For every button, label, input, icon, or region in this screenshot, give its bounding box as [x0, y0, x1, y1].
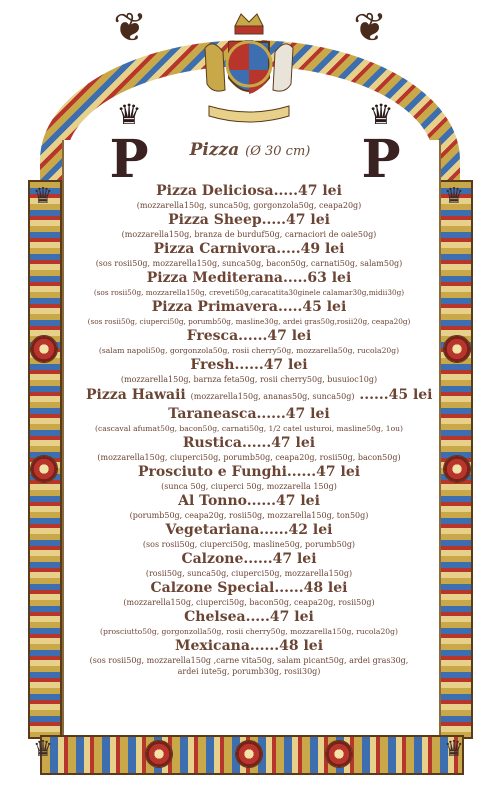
menu-item: [86, 357, 412, 385]
item-ingredients: (cascaval afumat50g, bacon50g, carnati50g, 1/2 catel usturoi, masline50g, 1ou): [94, 424, 404, 433]
rosette-icon: [30, 455, 58, 483]
item-name: Prosciuto e Funghi......47 lei: [137, 464, 361, 480]
item-ingredients: (mozzarella150g, ciuperci50g, porumb50g, ceapa20g, rosii50g, bacon50g): [97, 453, 401, 462]
item-name: Pizza Primavera.....45 lei: [151, 299, 347, 315]
item-name: Al Tonno......47 lei: [178, 493, 320, 509]
menu-item: [86, 270, 412, 298]
crown-icon: ♛: [368, 98, 394, 131]
rosette-icon: [443, 335, 471, 363]
item-name: Vegetariana......42 lei: [165, 522, 333, 538]
item-ingredients: (sunca 50g, ciuperci 50g, mozzarella 150g): [161, 482, 337, 491]
crown-icon: ♛: [116, 98, 142, 131]
menu-item: [86, 241, 412, 269]
menu-item: [86, 328, 412, 356]
item-name: Fresca......47 lei: [186, 328, 312, 344]
item-ingredients: (mozzarella150g, ciuperci50g, bacon50g, ceapa20g, rosii50g): [123, 598, 375, 607]
menu-item: [86, 493, 412, 521]
menu-item: [86, 212, 412, 240]
item-name: Pizza Sheep.....47 lei: [168, 212, 330, 228]
crown-icon: ♛: [33, 184, 53, 209]
item-ingredients: (sos rosii50g, ciuperci50g, porumb50g, masline30g, ardei gras50g,rosii20g, ceapa20g): [87, 317, 411, 326]
rosette-icon: [443, 455, 471, 483]
scroll-ornament-icon: ❦: [353, 5, 387, 51]
rosette-icon: [145, 740, 173, 768]
item-ingredients: (mozzarella150g, ananas50g, sunca50g): [190, 392, 355, 401]
menu-item: [86, 435, 412, 463]
rosette-icon: [30, 335, 58, 363]
menu-item: [86, 638, 412, 677]
item-name: Pizza Hawaii: [86, 387, 186, 403]
item-ingredients: (sos rosii50g, mozzarella150g ,carne vita50g, salam picant50g, ardei gras30g, ardei iute5g, porumb30g, rosii30g): [89, 656, 409, 676]
item-ingredients: (mozzarella150g, barnza feta50g, rosii cherry50g, busuioc10g): [120, 375, 378, 384]
menu-heading: [140, 140, 360, 160]
item-name: Calzone......47 lei: [181, 551, 317, 567]
item-ingredients: (sos rosii50g, ciuperci50g, masline50g, porumb50g): [142, 540, 356, 549]
item-ingredients: (sos rosii50g, mozzarella150g, creveti50g,caracatita30ginele calamar30g,midii30g): [93, 288, 405, 297]
rosette-icon: [235, 740, 263, 768]
menu-item: [86, 183, 412, 211]
menu-item: [86, 580, 412, 608]
royal-crest-icon: [195, 8, 303, 136]
crown-icon: ♛: [33, 737, 53, 762]
item-name: Pizza Mediterana.....63 lei: [146, 270, 352, 286]
item-ingredients: (porumb50g, ceapa20g, rosii50g, mozzarella150g, ton50g): [129, 511, 369, 520]
item-name: Taraneasca......47 lei: [168, 406, 330, 422]
item-name: Pizza Deliciosa.....47 lei: [156, 183, 342, 199]
menu-item: [86, 551, 412, 579]
rosette-icon: [325, 740, 353, 768]
heading-size: (Ø 30 cm): [245, 144, 311, 159]
item-ingredients: (mozzarella150g, branza de burduf50g, carnaciori de oaie50g): [121, 230, 377, 239]
menu-item: [86, 299, 412, 327]
menu-item: [86, 522, 412, 550]
item-name: Rustica......47 lei: [182, 435, 316, 451]
item-name: Fresh......47 lei: [190, 357, 308, 373]
heading-title: Pizza: [189, 140, 240, 160]
item-ingredients: (salam napoli50g, gorgonzola50g, rosii cherry50g, mozzarella50g, rucola20g): [98, 346, 400, 355]
item-name: Chelsea.....47 lei: [184, 609, 314, 625]
scroll-ornament-icon: ❦: [113, 5, 147, 51]
item-name: Pizza Carnivora.....49 lei: [153, 241, 345, 257]
item-name: Calzone Special......48 lei: [150, 580, 348, 596]
menu-item: [86, 464, 412, 492]
item-name: Mexicana......48 lei: [174, 638, 324, 654]
item-ingredients: (mozzarella150g, sunca50g, gorgonzola50g, ceapa20g): [136, 201, 362, 210]
menu-item: [86, 609, 412, 637]
monogram-letter: P: [109, 129, 149, 190]
monogram-letter: P: [361, 129, 401, 190]
item-ingredients: (prosciutto50g, gorgonzolla50g, rosii cherry50g, mozzarella150g, rucola20g): [100, 627, 398, 636]
item-ingredients: (sos rosii50g, mozzarella150g, sunca50g, bacon50g, carnati50g, salam50g): [95, 259, 403, 268]
crown-icon: ♛: [444, 184, 464, 209]
item-price: ......45 lei: [359, 387, 433, 403]
menu-item: [86, 406, 412, 434]
pizza-menu: [86, 183, 433, 678]
crown-icon: ♛: [444, 737, 464, 762]
menu-item-hawaii: [86, 386, 433, 406]
item-ingredients: (rosii50g, sunca50g, ciuperci50g, mozzarella150g): [145, 569, 353, 578]
